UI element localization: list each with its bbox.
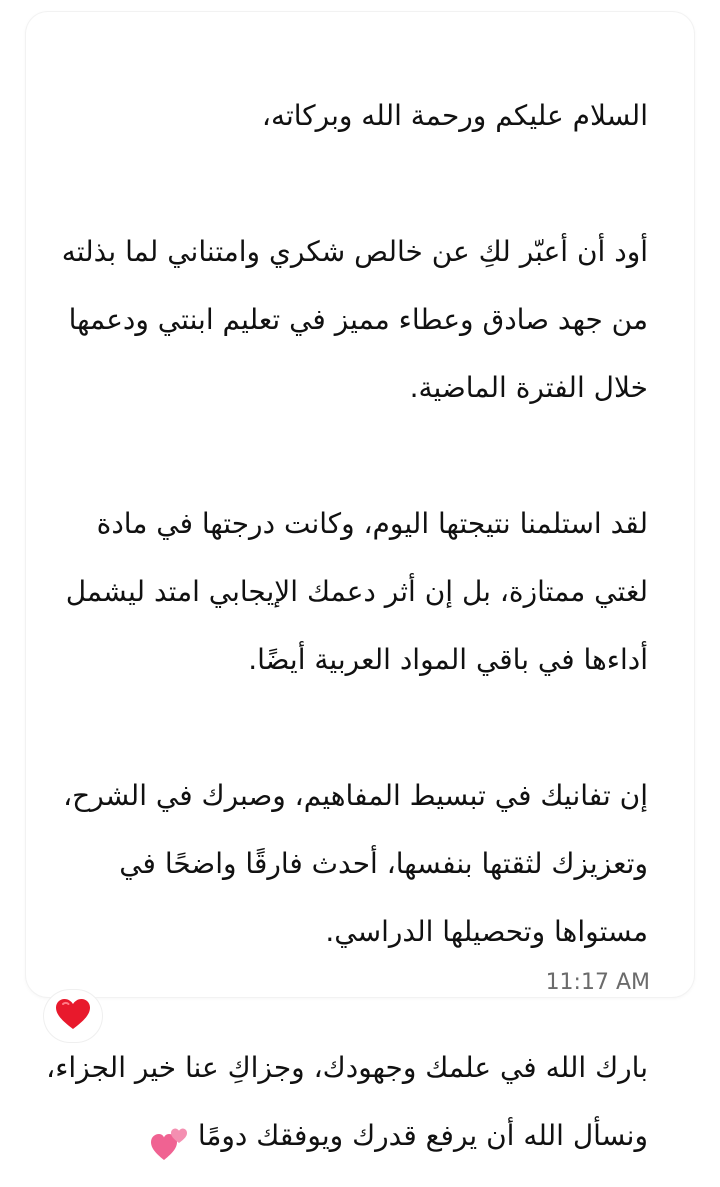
message-timestamp: 11:17 AM (545, 970, 650, 995)
message-line: لغتي ممتازة، بل إن أثر دعمك الإيجابي امتد ليشمل (65, 575, 648, 608)
message-line: بارك الله في علمك وجهودك، وجزاكِ عنا خير الجزاء، (46, 1051, 648, 1084)
message-line-with-emoji (18, 1102, 648, 1170)
message-line: وتعزيزك لثقتها بنفسها، أحدث فارقًا واضحًا في (119, 847, 648, 880)
message-line: مستواها وتحصيلها الدراسي. (325, 915, 648, 948)
two-hearts-icon (150, 1119, 190, 1155)
message-line: إن تفانيك في تبسيط المفاهيم، وصبرك في الشرح، (63, 779, 648, 812)
message-line-text: ونسأل الله أن يرفع قدرك ويوفقك دومًا (197, 1119, 648, 1152)
heart-reaction[interactable] (44, 990, 102, 1042)
message-line: أداءها في باقي المواد العربية أيضًا. (248, 643, 648, 676)
message-paragraph-blessing (18, 1034, 648, 1170)
red-heart-icon (55, 998, 91, 1034)
message-line: من جهد صادق وعطاء مميز في تعليم ابنتي ودعمها (68, 303, 648, 336)
message-paragraph-thanks (18, 218, 648, 422)
message-line: السلام عليكم ورحمة الله وبركاته، (261, 99, 648, 132)
message-paragraph-result (18, 490, 648, 694)
message-paragraph-greeting (18, 82, 648, 150)
message-body (18, 82, 648, 1170)
message-line: خلال الفترة الماضية. (409, 371, 648, 404)
message-line: لقد استلمنا نتيجتها اليوم، وكانت درجتها في مادة (96, 507, 648, 540)
message-paragraph-dedication (18, 762, 648, 966)
message-line: أود أن أعبّر لكِ عن خالص شكري وامتناني لما بذلته (61, 235, 648, 268)
message-bubble[interactable] (26, 12, 694, 1152)
